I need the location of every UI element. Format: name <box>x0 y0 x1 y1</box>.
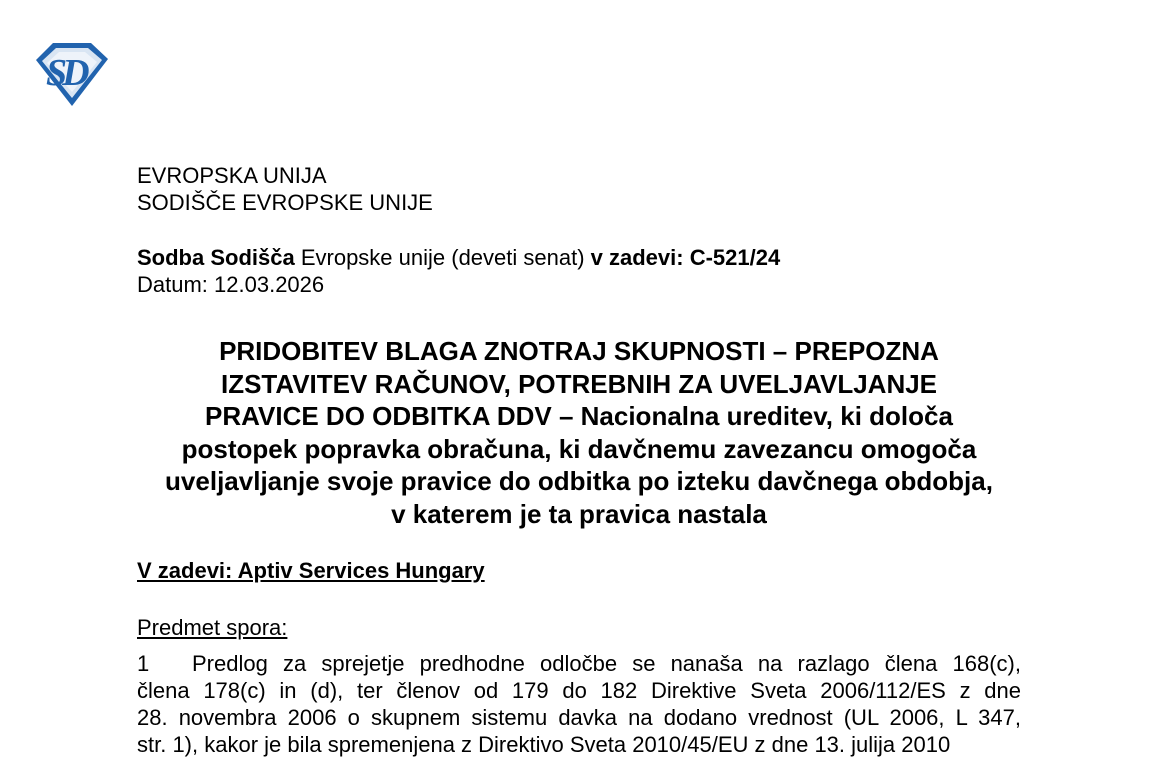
title-line: uveljavljanje svoje pravice do odbitka po izteku davčnega obdobja, <box>165 466 993 496</box>
case-meta <box>137 244 1021 298</box>
judgment-title <box>137 335 1021 530</box>
title-line: postopek popravka obračuna, ki davčnemu zavezancu omogoča <box>181 433 977 464</box>
date-line: Datum: 12.03.2026 <box>137 272 325 297</box>
title-line: IZSTAVITEV RAČUNOV, POTREBNIH ZA UVELJAVLJANJE <box>220 368 938 399</box>
court-sd-logo <box>33 36 111 108</box>
case-ref-lead: Sodba Sodišča <box>137 245 295 270</box>
paragraph-line: člena 178(c) in (d), ter členov od 179 do 182 Direktive Sveta 2006/112/ES z dne <box>137 678 1021 703</box>
title-line: PRIDOBITEV BLAGA ZNOTRAJ SKUPNOSTI – PREPOZNA <box>219 336 939 366</box>
case-name-line: V zadevi: Aptiv Services Hungary <box>137 558 485 583</box>
logo-letters: SD <box>46 52 85 94</box>
case-ref-middle: Evropske unije (deveti senat) <box>294 245 591 270</box>
title-line: PRAVICE DO ODBITKA DDV – Nacionalna ureditev, ki določa <box>205 401 953 431</box>
paragraph-1 <box>137 650 1021 758</box>
title-line: v katerem je ta pravica nastala <box>391 498 767 529</box>
paragraph-number: 1 <box>137 651 150 676</box>
paragraph-line: 28. novembra 2006 o skupnem sistemu davka na dodano vrednost (UL 2006, L 347, <box>137 705 1021 730</box>
header-line-eu: EVROPSKA UNIJA <box>137 163 327 188</box>
header-line-court: SODIŠČE EVROPSKE UNIJE <box>137 190 433 215</box>
case-reference-line <box>137 244 1021 271</box>
section-heading-predmet-spora: Predmet spora: <box>137 615 288 640</box>
document-header <box>137 162 1021 216</box>
paragraph-line: Predlog za sprejetje predhodne odločbe se nanaša na razlago člena 168(c), <box>192 651 1021 676</box>
paragraph-line-cutoff: str. 1), kakor je bila spremenjena z Direktivo Sveta 2010/45/EU z dne 13. julija 2010 <box>137 732 951 757</box>
case-ref-number: v zadevi: C-521/24 <box>590 245 781 270</box>
